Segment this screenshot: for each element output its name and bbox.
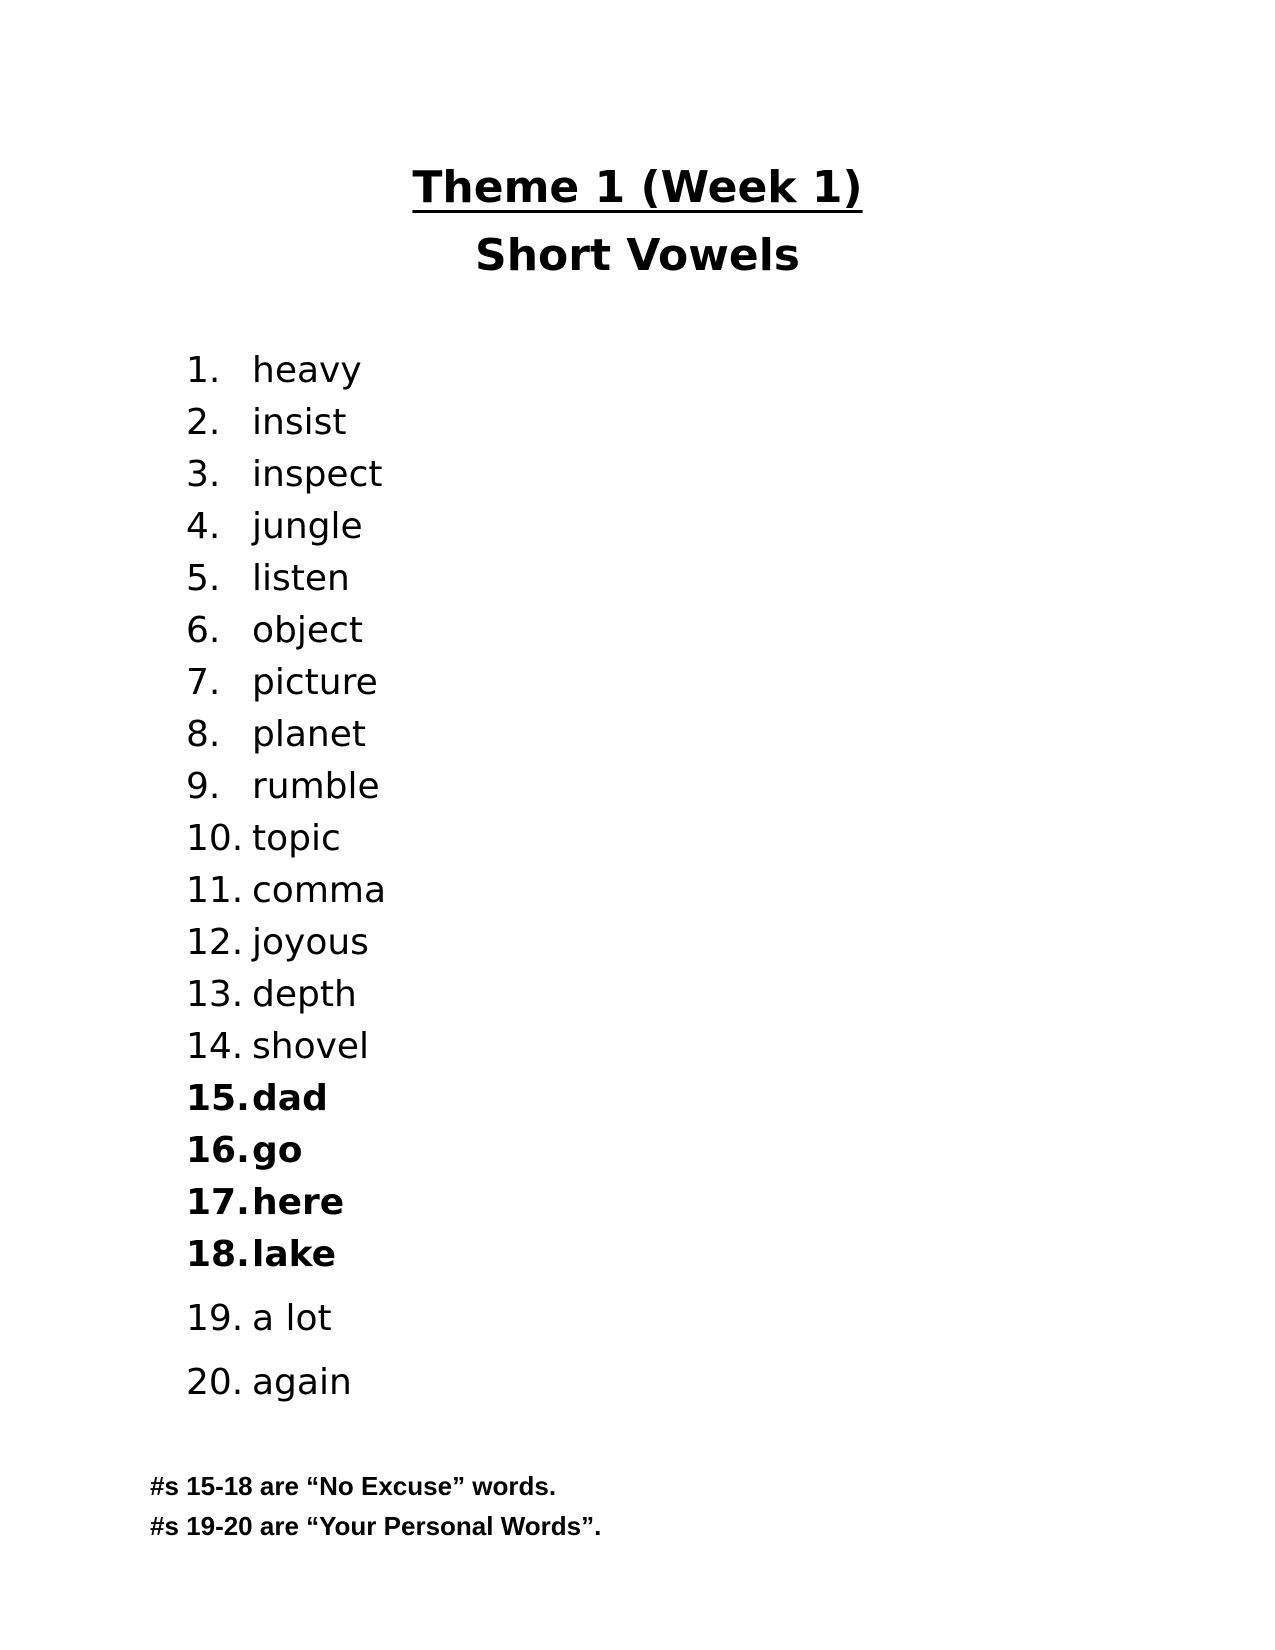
list-item bbox=[186, 345, 386, 397]
list-item-number: 9. bbox=[186, 766, 221, 807]
list-item-number: 10. bbox=[186, 818, 244, 859]
list-item bbox=[186, 1357, 386, 1409]
list-item-word: again bbox=[252, 1362, 352, 1403]
list-item-number: 16. bbox=[186, 1130, 250, 1171]
list-item-word: rumble bbox=[252, 766, 380, 807]
list-item bbox=[186, 1073, 386, 1125]
list-item bbox=[186, 1021, 386, 1073]
list-item bbox=[186, 1125, 386, 1177]
list-item-number: 17. bbox=[186, 1182, 250, 1223]
list-item-word: depth bbox=[252, 974, 357, 1015]
list-item-number: 4. bbox=[186, 506, 221, 547]
page-title bbox=[0, 162, 1275, 213]
list-item-word: joyous bbox=[252, 922, 369, 963]
list-item-number: 18. bbox=[186, 1234, 250, 1275]
list-item bbox=[186, 1177, 386, 1229]
list-item bbox=[186, 657, 386, 709]
list-item bbox=[186, 813, 386, 865]
notes bbox=[150, 1466, 601, 1546]
list-item-word: picture bbox=[252, 662, 378, 703]
list-item-word: heavy bbox=[252, 350, 362, 391]
list-item-number: 8. bbox=[186, 714, 221, 755]
list-item bbox=[186, 917, 386, 969]
list-item-word: inspect bbox=[252, 454, 383, 495]
list-item-word: jungle bbox=[252, 506, 363, 547]
list-item-word: go bbox=[252, 1130, 303, 1171]
list-item bbox=[186, 865, 386, 917]
list-item-number: 15. bbox=[186, 1078, 250, 1119]
list-item-number: 20. bbox=[186, 1362, 244, 1403]
spelling-word-list bbox=[186, 345, 386, 1409]
list-item-word: listen bbox=[252, 558, 350, 599]
list-item-word: object bbox=[252, 610, 363, 651]
list-item bbox=[186, 553, 386, 605]
list-item-number: 19. bbox=[186, 1298, 244, 1339]
list-item bbox=[186, 1229, 386, 1281]
list-item-number: 5. bbox=[186, 558, 221, 599]
list-item-number: 12. bbox=[186, 922, 244, 963]
list-item-number: 7. bbox=[186, 662, 221, 703]
list-item-word: topic bbox=[252, 818, 341, 859]
list-item bbox=[186, 1293, 386, 1345]
list-item-number: 2. bbox=[186, 402, 221, 443]
page-subtitle: Short Vowels bbox=[475, 230, 800, 281]
list-item bbox=[186, 969, 386, 1021]
note-no-excuse: #s 15-18 are “No Excuse” words. bbox=[150, 1471, 557, 1501]
list-item-word: comma bbox=[252, 870, 387, 911]
list-item bbox=[186, 397, 386, 449]
page-title-text: Theme 1 (Week 1) bbox=[412, 162, 863, 213]
list-item bbox=[186, 501, 386, 553]
list-item-number: 14. bbox=[186, 1026, 244, 1067]
list-item bbox=[186, 761, 386, 813]
list-item-word: lake bbox=[252, 1234, 337, 1275]
list-item-number: 13. bbox=[186, 974, 244, 1015]
list-item-word: here bbox=[252, 1182, 345, 1223]
list-item-number: 6. bbox=[186, 610, 221, 651]
list-item-number: 11. bbox=[186, 870, 244, 911]
list-item-word: a lot bbox=[252, 1298, 332, 1339]
note-personal-words: #s 19-20 are “Your Personal Words”. bbox=[150, 1511, 602, 1541]
list-item bbox=[186, 605, 386, 657]
list-item-word: planet bbox=[252, 714, 366, 755]
list-item-word: dad bbox=[252, 1078, 328, 1119]
list-item-number: 3. bbox=[186, 454, 221, 495]
list-item bbox=[186, 449, 386, 501]
list-item-number: 1. bbox=[186, 350, 221, 391]
list-item-word: insist bbox=[252, 402, 347, 443]
list-item bbox=[186, 709, 386, 761]
list-item-word: shovel bbox=[252, 1026, 370, 1067]
